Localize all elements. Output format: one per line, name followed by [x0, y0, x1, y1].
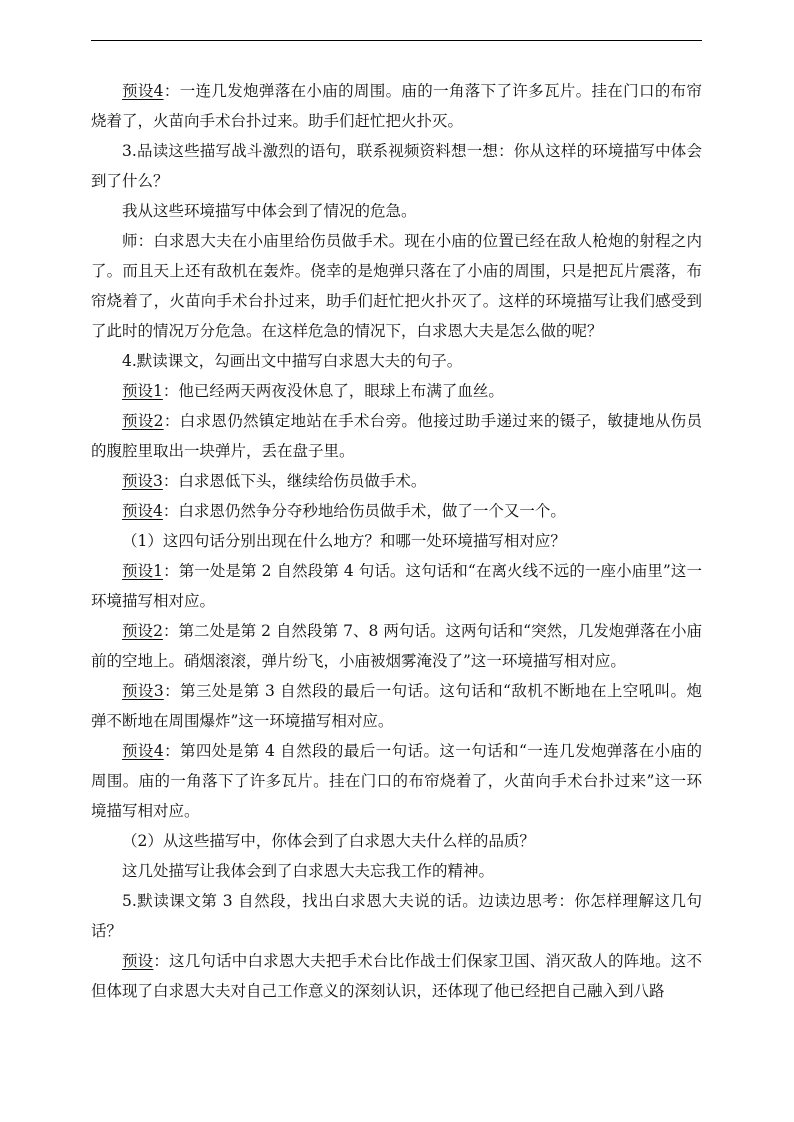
question-4 — [91, 346, 702, 376]
paragraph — [91, 76, 702, 136]
paragraph-text: ：第一处是第 2 自然段第 4 句话。这句话和“在离火线不远的一座小庙里”这一环境描写相对应。 — [91, 562, 702, 610]
paragraph-text: 5.默读课文第 3 自然段，找出白求恩大夫说的话。边读边思考：你怎样理解这几句话？ — [91, 892, 702, 940]
paragraph — [91, 736, 702, 826]
paragraph-text: （2）从这些描写中，你体会到了白求恩大夫什么样的品质？ — [122, 832, 535, 850]
preset-label: 预设4 — [122, 82, 164, 100]
paragraph-text: ：第三处是第 3 自然段的最后一句话。这句话和“敌机不断地在上空吼叫。炮弹不断地在周围爆炸”这一环境描写相对应。 — [91, 682, 702, 730]
paragraph-text: 这几处描写让我体会到了白求恩大夫忘我工作的精神。 — [122, 862, 495, 880]
question-5 — [91, 886, 702, 946]
preset-label: 预设3 — [122, 682, 164, 700]
paragraph — [91, 556, 702, 616]
sub-question-2 — [91, 826, 702, 856]
paragraph-text: 3.品读这些描写战斗激烈的语句，联系视频资料想一想：你从这样的环境描写中体会到了什么？ — [91, 142, 702, 190]
answer-paragraph — [91, 856, 702, 886]
header-rule — [91, 40, 702, 41]
preset-label: 预设3 — [122, 472, 163, 490]
preset-label: 预设 — [122, 952, 154, 970]
paragraph-text: 我从这些环境描写中体会到了情况的危急。 — [122, 202, 417, 220]
paragraph-text: ：白求恩仍然争分夺秒地给伤员做手术，做了一个又一个。 — [162, 502, 566, 520]
paragraph — [91, 616, 702, 676]
paragraph-text: 4.默读课文，勾画出文中描写白求恩大夫的句子。 — [122, 352, 463, 370]
paragraph — [91, 406, 702, 466]
paragraph — [91, 376, 702, 406]
paragraph — [91, 946, 702, 1006]
paragraph-text: ：一连几发炮弹落在小庙的周围。庙的一角落下了许多瓦片。挂在门口的布帘烧着了，火苗向手术台扑过来。助手们赶忙把火扑灭。 — [91, 82, 702, 130]
preset-label: 预设2 — [122, 412, 164, 430]
paragraph-text: ：第四处是第 4 自然段的最后一句话。这一句话和“一连几发炮弹落在小庙的周围。庙的一角落下了许多瓦片。挂在门口的布帘烧着了，火苗向手术台扑过来”这一环境描写相对应。 — [91, 742, 702, 820]
preset-label: 预设1 — [122, 382, 163, 400]
teacher-paragraph — [91, 226, 702, 346]
preset-label: 预设4 — [122, 502, 163, 520]
paragraph — [91, 676, 702, 736]
paragraph — [91, 466, 702, 496]
preset-label: 预设4 — [122, 742, 164, 760]
paragraph — [91, 496, 702, 526]
paragraph-text: ：白求恩低下头，继续给伤员做手术。 — [162, 472, 427, 490]
preset-label: 预设1 — [122, 562, 164, 580]
paragraph-text: ：白求恩仍然镇定地站在手术台旁。他接过助手递过来的镊子，敏捷地从伤员的腹腔里取出一块弹片，丢在盘子里。 — [91, 412, 702, 460]
paragraph-text: ：这几句话中白求恩大夫把手术台比作战士们保家卫国、消灭敌人的阵地。这不但体现了白求恩大夫对自己工作意义的深刻认识，还体现了他已经把自己融入到八路 — [91, 952, 702, 1000]
preset-label: 预设2 — [122, 622, 163, 640]
paragraph-text: 师：白求恩大夫在小庙里给伤员做手术。现在小庙的位置已经在敌人枪炮的射程之内了。而且天上还有敌机在轰炸。侥幸的是炮弹只落在了小庙的周围，只是把瓦片震落，布帘烧着了，火苗向手术台扑过来，助手们赶忙把火扑灭了。这样的环境描写让我们感受到了此时的情况万分危急。在这样危急的情况下，白求恩大夫是怎么做的呢？ — [91, 232, 702, 340]
answer-paragraph — [91, 196, 702, 226]
question-3 — [91, 136, 702, 196]
document-body — [91, 76, 702, 1006]
paragraph-text: ：他已经两天两夜没休息了，眼球上布满了血丝。 — [162, 382, 504, 400]
sub-question-1 — [91, 526, 702, 556]
paragraph-text: ：第二处是第 2 自然段第 7、8 两句话。这两句话和“突然，几发炮弹落在小庙前的空地上。硝烟滚滚，弹片纷飞，小庙被烟雾淹没了”这一环境描写相对应。 — [91, 622, 702, 670]
paragraph-text: （1）这四句话分别出现在什么地方？和哪一处环境描写相对应？ — [122, 532, 566, 550]
